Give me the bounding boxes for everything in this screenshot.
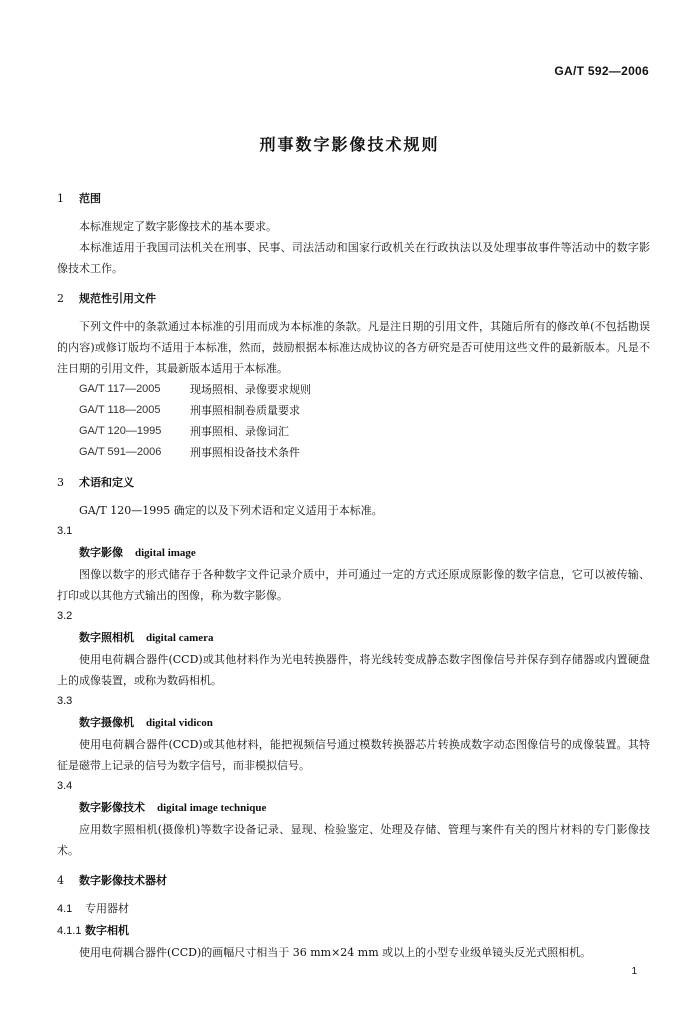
term-definition: 应用数字照相机(摄像机)等数字设备记录、显现、检验鉴定、处理及存储、管理与案件有关的图片材料的专门影像技术。 — [57, 823, 650, 857]
reference-code: GA/T 591—2006 — [79, 446, 162, 458]
term-zh: 数字影像技术 — [79, 801, 145, 814]
term-number: 3.3 — [57, 695, 73, 707]
subsection-4-1-1-heading — [57, 920, 650, 942]
term-number: 3.1 — [57, 525, 73, 537]
term-zh: 数字摄像机 — [79, 716, 134, 729]
reference-item — [79, 400, 650, 421]
subsection-title: 专用器材 — [85, 902, 129, 915]
reference-item — [79, 379, 650, 400]
section-4-heading — [57, 870, 650, 891]
subsection-number: 4.1.1 — [57, 925, 82, 937]
term-heading — [57, 797, 650, 819]
reference-name: 刑事照相、录像词汇 — [190, 425, 289, 438]
term-definition: 使用电荷耦合器件(CCD)或其他材料作为光电转换器件，将光线转变成静态数字图像信号并保存到存储器或内置硬盘上的成像装置，或称为数码相机。 — [57, 653, 650, 687]
document-title: 刑事数字影像技术规则 — [259, 135, 440, 154]
reference-code: GA/T 118—2005 — [79, 404, 161, 416]
term-en: digital image — [135, 547, 196, 559]
section-title: 范围 — [79, 192, 101, 205]
section-1-heading — [57, 188, 650, 209]
section-2-heading — [57, 288, 650, 309]
subsection-number: 4.1 — [57, 903, 73, 915]
paragraph: GA/T 120—1995 确定的以及下列术语和定义适用于本标准。 — [79, 504, 383, 517]
term-en: digital image technique — [157, 802, 267, 814]
standard-code: GA/T 592—2006 — [554, 64, 649, 78]
paragraph: 本标准适用于我国司法机关在刑事、民事、司法活动和国家行政机关在行政执法以及处理事故事件等活动中的数字影像技术工作。 — [57, 241, 650, 275]
term-heading — [57, 627, 650, 649]
document-body — [57, 186, 650, 963]
subsection-4-1-heading — [57, 898, 650, 920]
section-number: 4 — [57, 874, 64, 887]
reference-item — [79, 442, 650, 463]
term-heading — [57, 712, 650, 734]
reference-name: 刑事照相制卷质量要求 — [190, 404, 300, 417]
section-title: 术语和定义 — [79, 476, 134, 489]
term-en: digital vidicon — [146, 717, 213, 729]
term-definition: 图像以数字的形式储存于各种数字文件记录介质中，并可通过一定的方式还原成原影像的数字信息，它可以被传输、打印或以其他方式输出的图像，称为数字影像。 — [57, 568, 650, 602]
term-number: 3.2 — [57, 610, 73, 622]
reference-item — [79, 421, 650, 442]
section-3-heading — [57, 472, 650, 493]
reference-list — [57, 379, 650, 463]
paragraph: 使用电荷耦合器件(CCD)的画幅尺寸相当于 36 mm×24 mm 或以上的小型专业级单镜头反光式照相机。 — [79, 946, 592, 959]
term-number: 3.4 — [57, 780, 73, 792]
section-title: 数字影像技术器材 — [79, 874, 167, 887]
paragraph: 下列文件中的条款通过本标准的引用而成为本标准的条款。凡是注日期的引用文件，其随后所有的修改单(不包括勘误的内容)或修订版均不适用于本标准，然而，鼓励根据本标准达成协议的各方研究是否可使用这些文件的最新版本。凡是不注日期的引用文件，其最新版本适用于本标准。 — [57, 320, 650, 375]
term-zh: 数字照相机 — [79, 631, 134, 644]
reference-name: 刑事照相设备技术条件 — [190, 446, 300, 459]
section-number: 2 — [57, 292, 64, 305]
term-heading — [57, 542, 650, 564]
section-number: 3 — [57, 476, 64, 489]
section-number: 1 — [57, 192, 64, 205]
reference-code: GA/T 120—1995 — [79, 425, 162, 437]
section-title: 规范性引用文件 — [79, 292, 156, 305]
reference-name: 现场照相、录像要求规则 — [190, 383, 311, 396]
subsection-title: 数字相机 — [85, 924, 129, 937]
term-zh: 数字影像 — [79, 546, 123, 559]
paragraph: 本标准规定了数字影像技术的基本要求。 — [79, 220, 277, 233]
page-number: 1 — [631, 966, 637, 977]
reference-code: GA/T 117—2005 — [79, 383, 161, 395]
term-en: digital camera — [146, 632, 214, 644]
term-definition: 使用电荷耦合器件(CCD)或其他材料，能把视频信号通过模数转换器芯片转换成数字动态图像信号的成像装置。其特征是磁带上记录的信号为数字信号，而非模拟信号。 — [57, 738, 650, 772]
